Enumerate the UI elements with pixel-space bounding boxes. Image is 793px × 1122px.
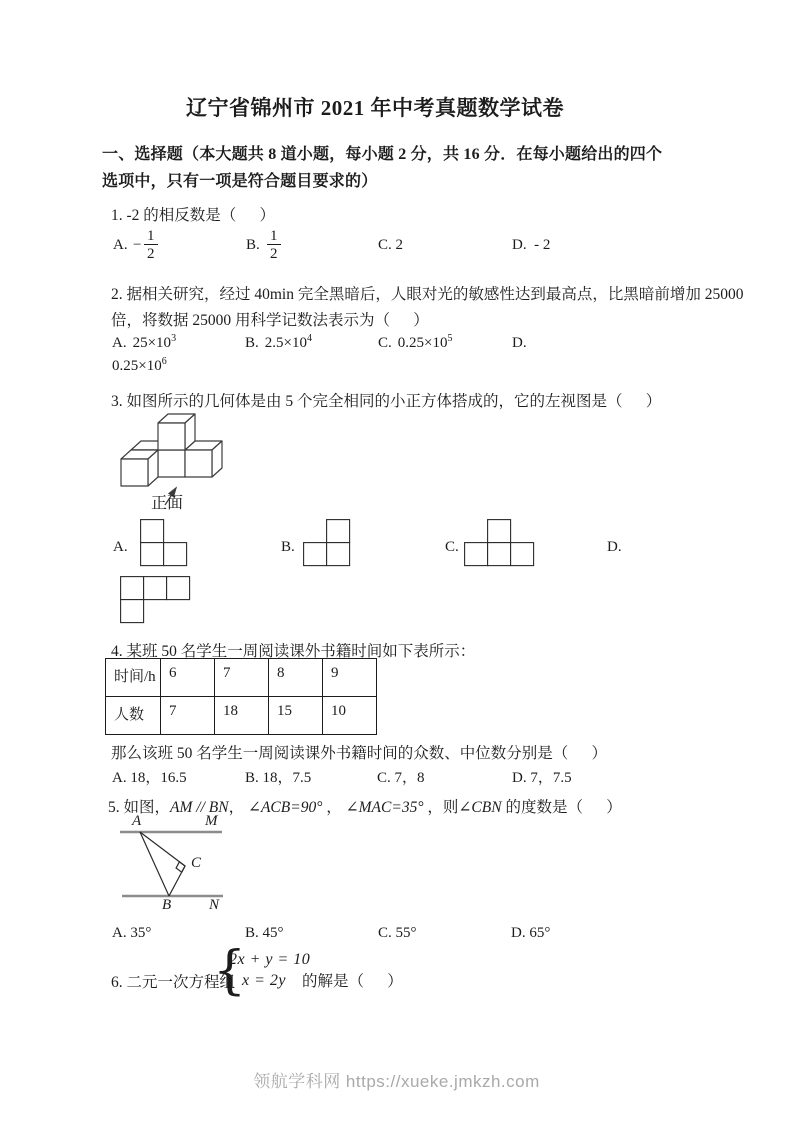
q2-option-c-value: 0.25×10 bbox=[397, 335, 448, 351]
q1-option-a-denominator: 2 bbox=[144, 244, 158, 262]
q1-option-c: C. 2 bbox=[378, 237, 404, 253]
table-cell: 9 bbox=[323, 659, 377, 697]
table-row bbox=[106, 659, 377, 697]
q1-option-a-minus-sign: − bbox=[133, 237, 142, 253]
q6-equation-2: x = 2y bbox=[242, 972, 286, 989]
table-cell-count-header: 人数 bbox=[106, 697, 161, 735]
q3-option-figure-c bbox=[464, 519, 535, 567]
q4-option-a: A. 18，16.5 bbox=[112, 770, 187, 786]
q2-option-c-exponent: 5 bbox=[447, 333, 453, 344]
q2-option-b-label: B. bbox=[245, 335, 259, 351]
q5-geometry-figure bbox=[100, 810, 245, 915]
q5-sep2: ， bbox=[322, 799, 346, 816]
q1-option-b-denominator: 2 bbox=[267, 244, 281, 262]
q5-math-mac: ∠MAC=35° bbox=[345, 799, 424, 816]
table-cell: 18 bbox=[215, 697, 269, 735]
q1-option-a-numerator: 1 bbox=[147, 228, 155, 244]
q3-option-figure-a bbox=[140, 519, 188, 567]
q2-option-b bbox=[245, 335, 312, 352]
q2-option-a-value: 25×10 bbox=[132, 335, 172, 351]
segment-AB bbox=[140, 832, 169, 896]
q1-option-a-fraction bbox=[144, 228, 158, 262]
q5-math-cbn: ∠CBN bbox=[458, 799, 502, 816]
question-6-prefix: 6. 二元一次方程组 bbox=[111, 974, 236, 991]
table-cell-time-header: 时间/h bbox=[106, 659, 161, 697]
q5-sep1: ， bbox=[228, 799, 248, 816]
q5-sep3: ，则 bbox=[423, 799, 459, 816]
question-2-stem-line2: 倍，将数据 25000 用科学记数法表示为（ ） bbox=[111, 312, 429, 329]
right-angle-mark bbox=[176, 862, 185, 872]
table-cell: 6 bbox=[161, 659, 215, 697]
q5-option-c: C. 55° bbox=[378, 925, 417, 941]
q2-option-c-label: C. bbox=[378, 335, 392, 351]
q5-stem-suffix: 的度数是（ ） bbox=[501, 799, 622, 816]
q2-option-a-exponent: 3 bbox=[171, 333, 177, 344]
table-cell: 8 bbox=[269, 659, 323, 697]
q6-system-brace: { bbox=[213, 941, 247, 1001]
q3-option-a-label: A. bbox=[113, 539, 128, 555]
q5-option-b: B. 45° bbox=[245, 925, 284, 941]
q2-option-b-value: 2.5×10 bbox=[264, 335, 307, 351]
question-1-stem: 1. -2 的相反数是（ ） bbox=[111, 207, 276, 224]
q1-option-a-label: A. bbox=[113, 237, 128, 253]
q2-option-a bbox=[112, 335, 176, 352]
table-cell: 10 bbox=[323, 697, 377, 735]
q4-option-c: C. 7，8 bbox=[377, 770, 425, 786]
q1-option-b-label: B. bbox=[246, 237, 260, 253]
section-heading-line2: 选项中，只有一项是符合题目要求的） bbox=[102, 173, 378, 190]
q3-front-label: 正面 bbox=[151, 495, 184, 512]
q4-option-b: B. 18，7.5 bbox=[245, 770, 312, 786]
q5-option-a: A. 35° bbox=[112, 925, 152, 941]
q5-label-N: N bbox=[209, 897, 220, 913]
q1-option-b-fraction bbox=[267, 228, 281, 262]
page-title: 辽宁省锦州市 2021 年中考真题数学试卷 bbox=[186, 96, 564, 120]
table-cell: 7 bbox=[215, 659, 269, 697]
q2-option-b-exponent: 4 bbox=[306, 333, 312, 344]
q5-option-d: D. 65° bbox=[511, 925, 551, 941]
q5-label-A: A bbox=[132, 813, 142, 829]
q2-option-d-exponent: 6 bbox=[161, 356, 167, 367]
q5-math-am-bn: AM // BN bbox=[170, 799, 229, 816]
q2-option-c bbox=[378, 335, 452, 352]
segment-AC bbox=[140, 832, 185, 866]
q6-equation-1: 2x + y = 10 bbox=[229, 951, 311, 968]
q5-label-C: C bbox=[191, 855, 202, 871]
table-cell: 15 bbox=[269, 697, 323, 735]
q3-option-figure-b bbox=[303, 519, 351, 567]
table-cell: 7 bbox=[161, 697, 215, 735]
q5-math-acb: ∠ACB=90° bbox=[247, 799, 323, 816]
q5-label-B: B bbox=[162, 897, 172, 913]
q5-stem-prefix: 5. 如图， bbox=[108, 799, 171, 816]
q4-reading-time-table bbox=[105, 658, 377, 735]
q2-option-d-value bbox=[112, 358, 167, 375]
q4-option-d: D. 7，7.5 bbox=[512, 770, 572, 786]
q1-option-b-numerator: 1 bbox=[270, 228, 278, 244]
question-6-suffix: 的解是（ ） bbox=[302, 973, 403, 990]
q2-option-d-label: D. bbox=[512, 335, 527, 351]
q5-label-M: M bbox=[205, 813, 218, 829]
q3-option-d-label: D. bbox=[607, 539, 622, 555]
question-4-stem: 4. 某班 50 名学生一周阅读课外书籍时间如下表所示： bbox=[111, 643, 476, 660]
question-2-stem-line1: 2. 据相关研究，经过 40min 完全黑暗后，人眼对光的敏感性达到最高点，比黑暗前增加 25000 bbox=[111, 286, 744, 303]
table-row bbox=[106, 697, 377, 735]
q3-option-figure-d bbox=[120, 576, 191, 624]
q2-option-d-base: 0.25×10 bbox=[112, 358, 162, 374]
watermark-footer: 领航学科网 https://xueke.jmkzh.com bbox=[253, 1072, 540, 1091]
question-3-stem: 3. 如图所示的几何体是由 5 个完全相同的小正方体搭成的，它的左视图是（ ） bbox=[111, 393, 662, 410]
q3-option-b-label: B. bbox=[281, 539, 295, 555]
q3-option-c-label: C. bbox=[445, 539, 459, 555]
question-4-question-line: 那么该班 50 名学生一周阅读课外书籍时间的众数、中位数分别是（ ） bbox=[111, 745, 608, 762]
q2-option-a-label: A. bbox=[112, 335, 127, 351]
section-heading-line1: 一、选择题（本大题共 8 道小题，每小题 2 分，共 16 分．在每小题给出的四个 bbox=[102, 146, 663, 163]
q1-option-d: D. - 2 bbox=[512, 237, 551, 253]
